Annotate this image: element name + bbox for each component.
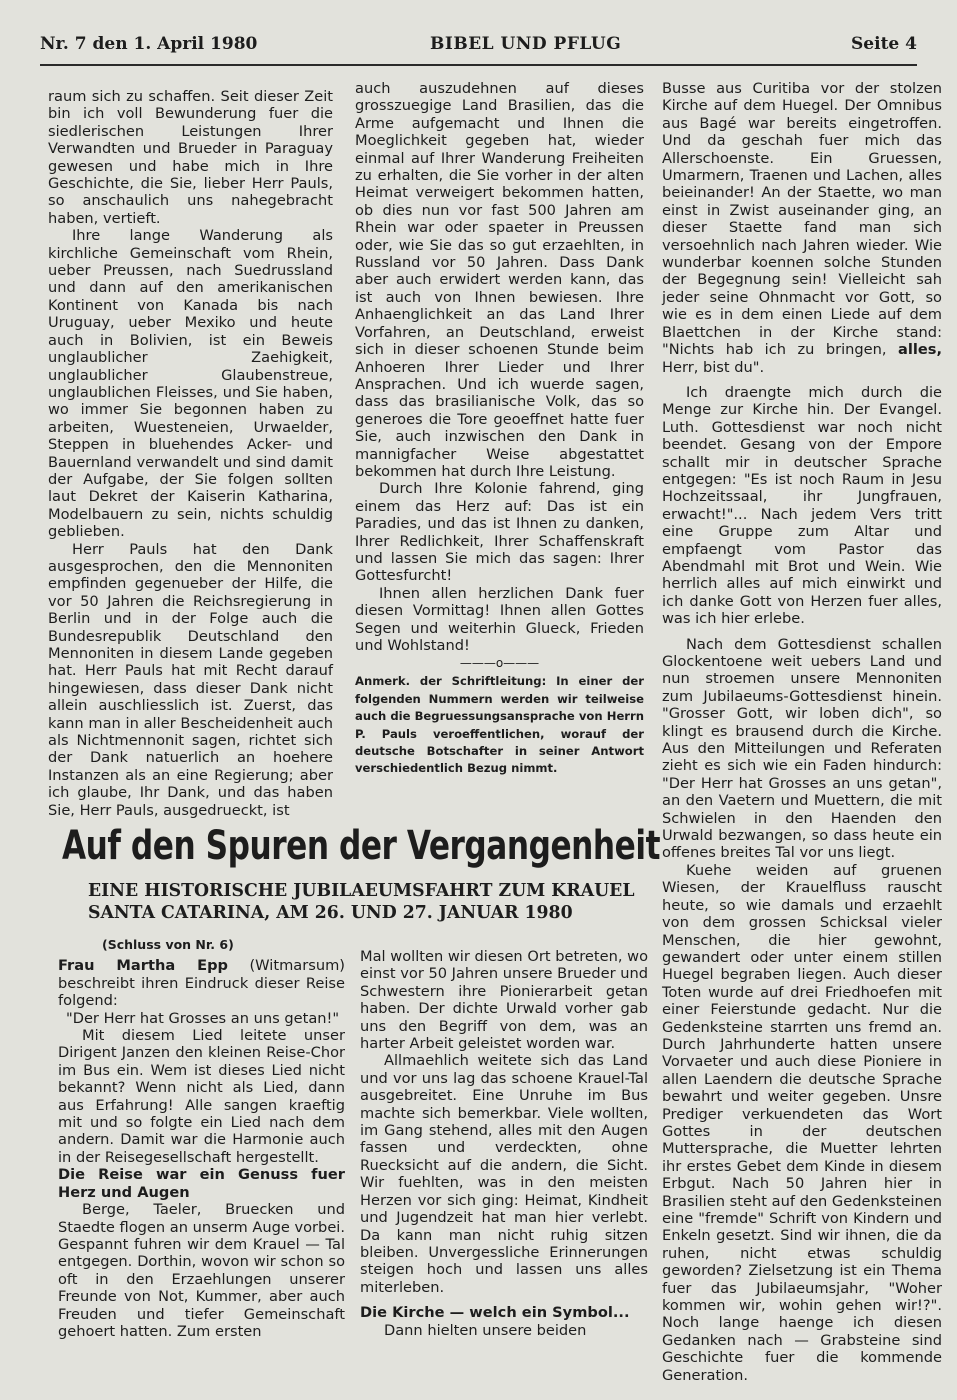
paragraph: Allmaehlich weitete sich das Land und vor uns lag das schoene Krauel-Tal ausgebreitet. Eine Unruhe im Bus machte sich bemerkbar. Viele wollten, im Gang stehend, alles mit den Augen fassen und verdeckten, ohne Ruecksicht auf die andern, die Sicht. Wir fuehlten, was in den meisten Herzen vor sich ging: Heimat, Kindheit und Jugendzeit hat man hier verlebt. Da kann man nicht ruhig sitzen bleiben. Unvergessliche Erinnerungen steigen hoch und lassen uns alles miterleben. xyxy=(360,1052,648,1296)
newspaper-title: BIBEL UND PFLUG xyxy=(430,34,622,54)
paragraph-text: Busse aus Curitiba vor der stolzen Kirche auf dem Huegel. Der Omnibus aus Bagé war bereits eingetroffen. Und da geschah fuer mich das Allerschoenste. Ein Gruessen, Umarmern, Traenen und Lachen, alles beieinander! An der Staette, wo man einst in Zwist auseinander ging, an dieser Staette fand man sich versoehnlich nach Jahren wieder. Wie wunderbar koennen solche Stunden der Begegnung sein! Vielleicht sah jeder seine Ohnmacht vor Gott, so wie es in dem einen Liede auf dem Blaettchen in der Kirche stand: "Nichts hab ich zu bringen, xyxy=(662,80,942,359)
issue-date: Nr. 7 den 1. April 1980 xyxy=(40,34,258,54)
section-subtitle: Die Reise war ein Genuss fuer Herz und Augen xyxy=(58,1166,345,1201)
paragraph: Mal wollten wir diesen Ort betreten, wo einst vor 50 Jahren unsere Brueder und Schwestern ihre Pionierarbeit getan haben. Der dichte Urwald vorher gab uns den Begriff von dem, was an harter Arbeit geleistet worden war. xyxy=(360,948,648,1053)
article-subheadline xyxy=(88,880,634,924)
paragraph-text: beschreibt ihren Eindruck dieser Reise folgend: xyxy=(58,974,345,1010)
paragraph: Kuehe weiden auf gruenen Wiesen, der Krauelfluss rauscht heute, so wie damals und erzaehlt von dem grossen Schicksal vieler Menschen, die hier gewohnt, gewandert oder unter einem stillen Huegel begraben liegen. Auch dieser Toten wurde auf drei Friedhoefen mit einer Feierstunde gedacht. Nur die Gedenksteine starrten uns fremd an. Durch Jahrhunderte hatten unsere Vorvaeter und auch diese Pioniere in allen Laendern die deutsche Sprache bewahrt und weiter gegeben. Unsre Prediger verkuendeten das Wort Gottes in der deutschen Muttersprache, die Muetter lehrten ihr erstes Gebet dem Kinde in diesem Erbgut. Nach 50 Jahren hier in Brasilien steht auf den Gedenksteinen eine "fremde" Schrift von Kindern und Enkeln gesetzt. Sind wir ihnen, die da ruhen, nicht etwas schuldig geworden? Zielsetzung ist ein Thema fuer das Jubilaeumsjahr, "Woher kommen wir, wohin gehen wir!?". Noch lange haenge ich diesen Gedanken nach — Grabsteine sind Geschichte fuer die kommende Generation. xyxy=(662,861,942,1384)
paragraph: Dann hielten unsere beiden xyxy=(384,1321,587,1339)
continuation-note: (Schluss von Nr. 6) xyxy=(102,937,234,952)
paragraph: raum sich zu schaffen. Seit dieser Zeit bin ich voll Bewunderung fuer die siedlerischen Leistungen Ihrer Verwandten und Brueder in Paraguay gewesen und habe mich in Ihre Geschichte, die Sie, lieber Herr Pauls, so anschaulich uns nahegebracht haben, vertieft. xyxy=(48,88,333,227)
subheadline-line: EINE HISTORISCHE JUBILAEUMSFAHRT ZUM KRAUEL xyxy=(88,880,635,901)
separator: ———o——— xyxy=(459,656,540,671)
page-number: Seite 4 xyxy=(851,34,917,54)
paragraph-text: Herr, bist du". xyxy=(662,358,765,376)
page-header xyxy=(40,30,917,66)
column-1 xyxy=(48,88,333,819)
paragraph: Berge, Taeler, Bruecken und Staedte flogen an unserm Auge vorbei. Gespannt fuhren wir dem Krauel — Tal entgegen. Dorthin, wovon wir schon so oft in den Erzaehlungen unserer Freunde von Not, Kummer, aber auch Freuden und tiefer Gemeinschaft gehoert hatten. Zum ersten xyxy=(58,1201,345,1340)
paragraph: auch auszudehnen auf dieses grosszuegige Land Brasilien, das die Arme aufgemacht und Ihnen die Moeglichkeit gegeben hat, wieder einmal auf Ihrer Wanderung Freiheiten zu erhalten, die Sie vorher in der alten Heimat verweigert bekommen hatten, ob dies nun vor fast 500 Jahren am Rhein war oder spaeter in Preussen oder, wie Sie das so gut erzaehlten, in Russland vor 50 Jahren. Dass Dank aber auch erwidert werden kann, das ist auch von Ihnen bewiesen. Ihre Anhaenglichkeit an das Land Ihrer Vorfahren, an Deutschland, erweist sich in dieser schoenen Stunde beim Anhoeren Ihrer Lieder und Ihrer Ansprachen. Und ich wuerde sagen, dass das brasilianische Volk, das so generoes die Tore geoeffnet hatte fuer Sie, auch inzwischen den Dank in mannigfacher Weise abgestattet bekommen hat durch Ihre Leistung. xyxy=(355,80,644,480)
column-2 xyxy=(355,80,644,778)
paragraph: Nach dem Gottesdienst schallen Glockentoene weit uebers Land und nun stroemen unsere Mennoniten zum Jubilaeums-Gottesdienst hinein. "Grosser Gott, wir loben dich", so klingt es brausend durch die Kirche. Aus den Mitteilungen und Referaten zieht es sich wie ein Faden hindurch: "Der Herr hat Grosses an uns getan", an den Vaetern und Muettern, die mit Schwielen in den Haenden den Urwald bezwangen, so dass heute ein offenes breites Tal vor uns liegt. xyxy=(662,635,942,862)
column-5 xyxy=(360,948,648,1339)
author-place: (Witmarsum) xyxy=(249,957,345,975)
paragraph: Herr Pauls hat den Dank ausgesprochen, den die Mennoniten empfinden gegenueber der Hilfe, die vor 50 Jahren die Reichsregierung in Berlin und in der Folge auch die Bundesrepublik Deutschland den Mennoniten in diesem Lande gegeben hat. Herr Pauls hat mit Recht darauf hingewiesen, dass dieser Dank nicht allein auschliesslich ist. Zuerst, das kann man in aller Bescheidenheit auch als Nichtmennonit sagen, richtet sich der Dank natuerlich an hoehere Instanzen als an eine Regierung; aber ich glaube, Ihr Dank, und das haben Sie, Herr Pauls, ausgedrueckt, ist xyxy=(48,540,333,819)
paragraph: Mit diesem Lied leitete unser Dirigent Janzen den kleinen Reise-Chor im Bus ein. Wem ist dieses Lied nicht bekannt? Wenn nicht als Lied, dann aus Erfahrung! Alle sangen kraeftig mit und so folgte ein Lied nach dem andern. Damit war die Harmonie auch in der Reisegesellschaft hergestellt. xyxy=(58,1027,345,1166)
quote: "Der Herr hat Grosses an uns getan!" xyxy=(66,1009,340,1027)
subheadline-line: SANTA CATARINA, AM 26. UND 27. JANUAR 1980 xyxy=(88,902,573,923)
column-3 xyxy=(662,80,942,1384)
emphasis: alles, xyxy=(898,341,942,359)
editor-note: Anmerk. der Schriftleitung: In einer der folgenden Nummern werden wir teilweise auch die Begruessungsansprache von Herrn P. Pauls veroeffentlichen, worauf der deutsche Botschafter in seiner Antwort verschiedentlich Bezug nimmt. xyxy=(355,674,644,776)
paragraph: Ihre lange Wanderung als kirchliche Gemeinschaft vom Rhein, ueber Preussen, nach Suedrussland und dann auf den amerikanischen Kontinent von Kanada bis nach Uruguay, ueber Mexiko und heute auch in Bolivien, ist ein Beweis unglaublicher Zaehigkeit, unglaublicher Glaubenstreue, unglaublichen Fleisses, und Sie haben, wo immer Sie begonnen haben zu arbeiten, Wuesteneien, Urwaelder, Steppen in bluehendes Acker- und Bauernland verwandelt und sind damit der Aufgabe, der Sie folgen sollten laut Dekret der Kaiserin Katharina, Modelbauern zu sein, nichts schuldig geblieben. xyxy=(48,227,333,541)
column-4 xyxy=(58,936,345,1340)
paragraph xyxy=(58,957,345,1009)
paragraph: Ihnen allen herzlichen Dank fuer diesen Vormittag! Ihnen allen Gottes Segen und weiterhin Glueck, Frieden und Wohlstand! xyxy=(355,584,644,654)
paragraph xyxy=(662,80,942,376)
paragraph: Durch Ihre Kolonie fahrend, ging einem das Herz auf: Das ist ein Paradies, und das ist Ihnen zu danken, Ihrer Redlichkeit, Ihrer Schaffenskraft und lassen Sie mich das sagen: Ihrer Gottesfurcht! xyxy=(355,480,644,585)
paragraph: Ich draengte mich durch die Menge zur Kirche hin. Der Evangel. Luth. Gottesdienst war noch nicht beendet. Gesang von der Empore schallt mir in deutscher Sprache entgegen: "Es ist noch Raum in Jesu Hochzeitssaal, ihr Jungfrauen, erwacht!"... Nach jedem Vers tritt eine Gruppe zum Altar und empfaengt vom Pastor das Abendmahl mit Brot und Wein. Wie herrlich alles auf mich einwirkt und ich danke Gott von Herzen fuer alles, was ich hier erlebe. xyxy=(662,383,942,628)
author-name: Frau Martha Epp xyxy=(58,957,228,975)
article-headline: Auf den Spuren der Vergangenheit xyxy=(62,823,661,869)
section-subtitle: Die Kirche — welch ein Symbol... xyxy=(360,1304,630,1322)
